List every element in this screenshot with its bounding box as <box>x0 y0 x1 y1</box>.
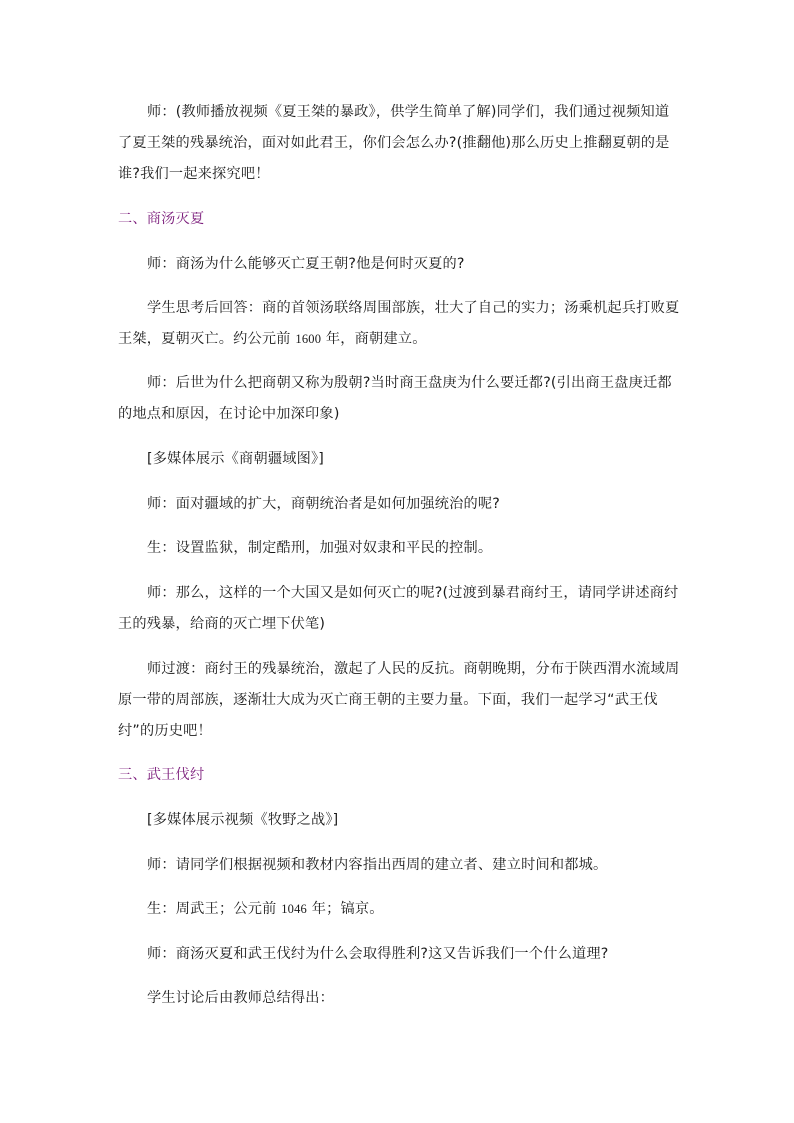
answer3-text-part1: 生：周武王；公元前 <box>147 901 282 917</box>
paragraph-intro: 师：(教师播放视频《夏王桀的暴政》，供学生简单了解)同学们，我们通过视频知道了夏王桀的残暴统治，面对如此君王，你们会怎么办?(推翻他)那么历史上推翻夏朝的是谁?我们一起来探究吧！ <box>118 104 670 182</box>
paragraph-teacher-question-5: 师：请同学们根据视频和教材内容指出西周的建立者、建立时间和都城。 <box>147 857 608 873</box>
paragraph-teacher-question-2: 师：后世为什么把商朝又称为殷朝?当时商王盘庚为什么要迁都?(引出商王盘庚迁都的地点和原因，在讨论中加深印象) <box>118 375 672 422</box>
answer-text-part1: 学生思考后回答：商的首领汤联络周围部族，壮大了自己的实力；汤乘机起兵打败夏王桀，夏朝灭亡。约公元前 <box>118 300 680 347</box>
paragraph-multimedia-video: [多媒体展示视频《牧野之战》] <box>147 812 339 828</box>
section-heading-wu-wang: 三、武王伐纣 <box>118 767 205 783</box>
paragraph-teacher-question-4: 师：那么，这样的一个大国又是如何灭亡的呢?(过渡到暴君商纣王，请同学讲述商纣王的残暴，给商的灭亡埋下伏笔) <box>118 585 679 632</box>
year-1600: 1600 <box>295 332 322 346</box>
paragraph-teacher-question-3: 师：面对疆域的扩大，商朝统治者是如何加强统治的呢? <box>147 496 501 512</box>
answer-text-part2: 年，商朝建立。 <box>321 331 427 347</box>
paragraph-teacher-question-1: 师：商汤为什么能够灭亡夏王朝?他是何时灭夏的? <box>147 256 465 272</box>
paragraph-student-answer-2: 生：设置监狱，制定酷刑，加强对奴隶和平民的控制。 <box>147 540 493 556</box>
paragraph-discussion-summary: 学生讨论后由教师总结得出： <box>147 990 335 1006</box>
paragraph-teacher-transition: 师过渡：商纣王的残暴统治，激起了人民的反抗。商朝晚期，分布于陕西渭水流域周原一带的周部族，逐渐壮大成为灭亡商王朝的主要力量。下面，我们一起学习“武王伐纣”的历史吧！ <box>118 661 680 739</box>
paragraph-student-answer-1 <box>118 293 680 355</box>
section-heading-shang-tang: 二、商汤灭夏 <box>118 211 205 227</box>
paragraph-multimedia-map: [多媒体展示《商朝疆域图》] <box>147 451 325 467</box>
paragraph-teacher-question-6: 师：商汤灭夏和武王伐纣为什么会取得胜利?这又告诉我们一个什么道理? <box>147 946 609 962</box>
answer3-text-part2: 年；镐京。 <box>307 901 384 917</box>
paragraph-student-answer-3 <box>118 894 680 925</box>
year-1046: 1046 <box>281 902 308 916</box>
